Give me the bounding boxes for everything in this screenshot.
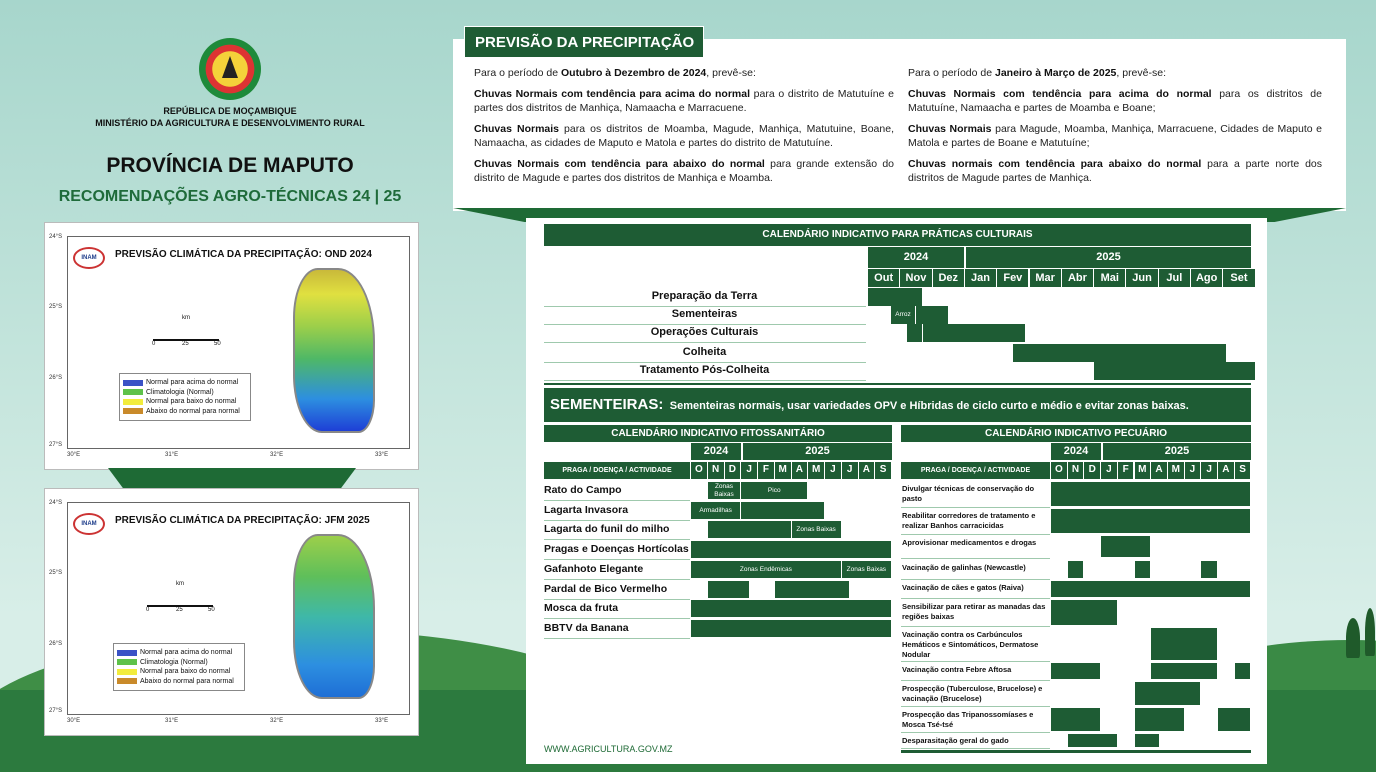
month-cell: Jun — [1126, 269, 1158, 287]
province-title: PROVÍNCIA DE MAPUTO — [106, 154, 354, 177]
tree-icon — [1365, 608, 1375, 656]
legend-swatch — [117, 650, 137, 656]
activity-bar — [1051, 600, 1118, 625]
month-cell: F — [1118, 462, 1135, 479]
legend-label: Abaixo do normal para normal — [146, 407, 240, 415]
month-cell: Ago — [1191, 269, 1223, 287]
row-divider — [901, 661, 1050, 662]
row-divider — [544, 579, 690, 580]
legend-label: Normal para baixo do normal — [140, 668, 231, 676]
text: para a parte norte dos distritos de Magude partes de Manhiça. — [908, 158, 1322, 184]
forecast-map-jfm — [44, 488, 419, 736]
activity-bar — [775, 581, 850, 598]
year-label: 2024 — [691, 443, 741, 460]
text: Para o período de — [908, 67, 995, 79]
lat-tick: 24°S — [49, 234, 63, 240]
month-cell: S — [1235, 462, 1252, 479]
row-divider — [544, 539, 690, 540]
row-label: Prospecção (Tuberculose, Brucelose) e vacinação (Brucelose) — [902, 684, 1043, 703]
row-divider — [901, 534, 1050, 535]
row-label: Sensibilizar para retirar as manadas das regiões baixas — [902, 602, 1046, 621]
month-cell: M — [775, 462, 792, 479]
month-cell: D — [1084, 462, 1101, 479]
row-divider — [544, 342, 866, 343]
row-label: Vacinação contra Febre Aftosa — [902, 665, 1012, 674]
row-divider — [901, 732, 1050, 733]
lon-tick: 30°E — [67, 452, 81, 458]
month-cell: Jul — [1159, 269, 1191, 287]
activity-bar: Zonas Baixas — [708, 482, 742, 499]
legend-swatch — [117, 659, 137, 665]
text: Para o período de — [474, 67, 561, 79]
month-cell: Nov — [900, 269, 932, 287]
month-cell: J — [842, 462, 859, 479]
scale-tick: 0 — [152, 341, 156, 347]
month-cell: Dez — [933, 269, 965, 287]
livestock-calendar-title: CALENDÁRIO INDICATIVO PECUÁRIO — [901, 425, 1251, 442]
row-divider — [544, 520, 690, 521]
lon-tick: 33°E — [375, 718, 389, 724]
activity-bar — [916, 306, 948, 324]
row-divider — [544, 599, 690, 600]
month-cell: Jan — [965, 269, 997, 287]
row-label: Lagarta Invasora — [544, 503, 629, 516]
activity-bar — [1094, 362, 1256, 380]
month-cell: M — [1135, 462, 1152, 479]
row-label: Aprovisionar medicamentos e drogas — [902, 538, 1037, 547]
national-emblem-icon — [199, 38, 261, 100]
year-label: 2025 — [966, 247, 1251, 268]
row-label: Vacinação contra os Carbúnculos Hemáticos e Sintomáticos, Dermatose Nodular — [902, 630, 1039, 659]
activity-bar — [1051, 509, 1251, 533]
activity-bar — [1013, 344, 1226, 362]
text: , prevê-se: — [1116, 67, 1166, 79]
row-label: Gafanhoto Elegante — [544, 562, 644, 575]
sowing-note-text: Sementeiras normais, usar variedades OPV e Híbridas de ciclo curto e médio e evitar zonas baixas. — [669, 400, 1189, 412]
activity-bar — [1218, 708, 1251, 731]
month-cell: J — [1101, 462, 1118, 479]
sowing-note — [544, 388, 1251, 422]
year-label: 2024 — [868, 247, 964, 268]
phyto-calendar-title: CALENDÁRIO INDICATIVO FITOSSANITÁRIO — [544, 425, 892, 442]
activity-bar — [741, 502, 825, 519]
month-cell: Set — [1223, 269, 1255, 287]
activity-bar — [1151, 663, 1218, 679]
row-label: Vacinação de cães e gatos (Raiva) — [902, 583, 1024, 592]
activity-bar — [1135, 708, 1185, 731]
activity-bar: Zonas Endêmicas — [691, 561, 842, 578]
inam-logo: INAM — [73, 247, 105, 269]
scale-unit: km — [176, 581, 184, 587]
row-divider — [901, 598, 1050, 599]
activity-bar — [1235, 663, 1252, 679]
legend-label: Climatologia (Normal) — [146, 388, 214, 396]
legend-swatch — [117, 678, 137, 684]
month-cell: Fev — [997, 269, 1029, 287]
activity-bar — [1051, 482, 1251, 506]
forecast-title: PREVISÃO DA PRECIPITAÇÃO — [464, 26, 704, 58]
sowing-note-title: SEMENTEIRAS: — [550, 396, 664, 413]
month-cell: J — [1201, 462, 1218, 479]
month-cell: S — [875, 462, 892, 479]
activity-bar: Zonas Baixas — [792, 521, 842, 538]
scale-tick: 25 — [182, 341, 189, 347]
activity-bar — [1201, 561, 1218, 578]
header — [40, 38, 420, 206]
row-divider — [901, 680, 1050, 681]
row-label: Mosca da fruta — [544, 602, 619, 615]
lon-tick: 30°E — [67, 718, 81, 724]
country-name: REPÚBLICA DE MOÇAMBIQUE — [163, 106, 297, 116]
row-divider — [544, 559, 690, 560]
website-link[interactable]: WWW.AGRICULTURA.GOV.MZ — [544, 744, 673, 754]
map-title: PREVISÃO CLIMÁTICA DA PRECIPITAÇÃO: OND 2024 — [115, 249, 372, 260]
activity-bar — [708, 581, 750, 598]
lat-tick: 27°S — [49, 708, 63, 714]
text: para o distrito de Matutuíne e partes dos distritos de Manhiça, Namaacha e Marracuene. — [474, 88, 894, 114]
scale-tick: 50 — [214, 341, 221, 347]
row-label: Colheita — [682, 346, 727, 358]
activity-bar: Zonas Baixas — [842, 561, 892, 578]
month-cell: J — [1185, 462, 1202, 479]
row-label: Sementeiras — [671, 308, 738, 320]
legend-label: Climatologia (Normal) — [140, 658, 208, 666]
activity-bar — [1051, 581, 1251, 597]
period: Outubro à Dezembro de 2024 — [560, 67, 707, 79]
year-label: 2025 — [743, 443, 892, 460]
lon-tick: 31°E — [165, 718, 179, 724]
province-map — [293, 268, 375, 433]
legend-swatch — [123, 380, 143, 386]
forecast-map-ond — [44, 222, 419, 470]
lon-tick: 33°E — [375, 452, 389, 458]
row-label: Vacinação de galinhas (Newcastle) — [902, 563, 1026, 572]
scale-tick: 0 — [146, 607, 150, 613]
year-label: 2024 — [1051, 443, 1101, 460]
activity-bar: Arroz — [891, 306, 917, 324]
row-divider — [544, 618, 690, 619]
forecast-column-ond — [474, 66, 894, 192]
phyto-header-label: PRAGA / DOENÇA / ACTIVIDADE — [544, 462, 690, 479]
row-label: Lagarta do funil do milho — [544, 523, 670, 536]
text: para os distritos de Matutuíne, Namaacha e partes de Moamba e Boane; — [908, 88, 1322, 114]
tree-icon — [1346, 618, 1360, 658]
month-cell: N — [708, 462, 725, 479]
activity-bar: Pico — [741, 482, 808, 499]
row-label: Desparasitação geral do gado — [902, 736, 1009, 745]
ministry-name: MINISTÉRIO DA AGRICULTURA E DESENVOLVIMENTO RURAL — [95, 118, 365, 128]
forecast-category: Chuvas Normais — [908, 123, 992, 135]
map-legend — [119, 373, 251, 421]
forecast-category: Chuvas Normais com tendência para acima do normal — [908, 88, 1212, 100]
row-divider — [901, 706, 1050, 707]
lat-tick: 27°S — [49, 442, 63, 448]
row-label: BBTV da Banana — [544, 621, 629, 634]
activity-bar — [1135, 682, 1202, 705]
activity-bar — [691, 620, 892, 637]
activity-bar — [923, 324, 1026, 342]
activity-bar — [708, 521, 792, 538]
map-connector — [108, 468, 356, 488]
divider — [544, 383, 1251, 385]
legend-label: Normal para acima do normal — [140, 649, 233, 657]
activity-bar — [1051, 663, 1101, 679]
row-divider — [901, 748, 1050, 749]
month-cell: Out — [868, 269, 900, 287]
text: para Magude, Moamba, Manhiça, Marracuene, Cidades de Maputo e Matola e partes de Boane e Matutuíne; — [908, 123, 1322, 149]
map-title: PREVISÃO CLIMÁTICA DA PRECIPITAÇÃO: JFM 2025 — [115, 515, 370, 526]
activity-bar — [691, 541, 892, 558]
legend-swatch — [117, 669, 137, 675]
row-divider — [544, 306, 866, 307]
activity-bar: Armadilhas — [691, 502, 741, 519]
scale-tick: 50 — [208, 607, 215, 613]
month-cell: M — [1168, 462, 1185, 479]
livestock-header-label: PRAGA / DOENÇA / ACTIVIDADE — [901, 462, 1050, 479]
row-divider — [544, 638, 690, 639]
row-label: Tratamento Pós-Colheita — [639, 364, 770, 376]
row-divider — [901, 579, 1050, 580]
month-cell: A — [1218, 462, 1235, 479]
activity-bar — [868, 288, 923, 306]
month-cell: D — [725, 462, 742, 479]
row-divider — [901, 507, 1050, 508]
month-cell: A — [1151, 462, 1168, 479]
divider — [901, 750, 1251, 753]
lat-tick: 24°S — [49, 500, 63, 506]
text: para os distritos de Moamba, Magude, Manhiça, Matutuine, Boane, Namaacha, as cidades de Maputo e Matola e partes do distrito de Matutuíne. — [474, 123, 894, 149]
map-scale — [153, 327, 219, 341]
scale-unit: km — [182, 315, 190, 321]
lon-tick: 31°E — [165, 452, 179, 458]
row-label: Pardal de Bico Vermelho — [544, 582, 668, 595]
activity-bar — [1135, 734, 1160, 747]
row-label: Preparação da Terra — [651, 290, 758, 302]
forecast-category: Chuvas Normais — [474, 123, 559, 135]
legend-swatch — [123, 399, 143, 405]
cultural-calendar-title: CALENDÁRIO INDICATIVO PARA PRÁTICAS CULTURAIS — [544, 224, 1251, 246]
month-cell: Mar — [1030, 269, 1062, 287]
lat-tick: 25°S — [49, 570, 63, 576]
period: Janeiro à Março de 2025 — [994, 67, 1117, 79]
activity-bar — [691, 600, 892, 617]
text: , prevê-se: — [706, 67, 756, 79]
row-divider — [544, 324, 866, 325]
forecast-category: Chuvas normais com tendência para abaixo do normal — [908, 158, 1202, 170]
legend-label: Abaixo do normal para normal — [140, 677, 234, 685]
legend-swatch — [123, 389, 143, 395]
month-cell: F — [758, 462, 775, 479]
lat-tick: 25°S — [49, 304, 63, 310]
row-label: Divulgar técnicas de conservação do pasto — [902, 484, 1035, 503]
legend-label: Normal para acima do normal — [146, 379, 239, 387]
legend-label: Normal para baixo do normal — [146, 398, 237, 406]
row-divider — [544, 500, 690, 501]
activity-bar — [1068, 734, 1118, 747]
month-cell: O — [1051, 462, 1068, 479]
lat-tick: 26°S — [49, 375, 63, 381]
legend-swatch — [123, 408, 143, 414]
activity-bar — [1151, 628, 1218, 660]
month-cell: M — [808, 462, 825, 479]
row-label: Operações Culturais — [650, 326, 759, 338]
forecast-category: Chuvas Normais com tendência para acima do normal — [474, 88, 750, 100]
month-cell: Abr — [1062, 269, 1094, 287]
month-cell: A — [859, 462, 876, 479]
month-cell: N — [1068, 462, 1085, 479]
text: para grande extensão do distrito de Magude e partes dos distritos de Manhiça e Moamba. — [474, 158, 894, 184]
lon-tick: 32°E — [270, 452, 284, 458]
month-cell: O — [691, 462, 708, 479]
row-divider — [544, 362, 866, 363]
lon-tick: 32°E — [270, 718, 284, 724]
forecast-category: Chuvas Normais com tendência para abaixo do normal — [474, 158, 765, 170]
row-label: Reabilitar corredores de tratamento e realizar Banhos carracicidas — [902, 511, 1036, 530]
activity-bar — [1068, 561, 1085, 578]
row-label: Rato do Campo — [544, 484, 622, 496]
month-cell: J — [825, 462, 842, 479]
row-divider — [901, 626, 1050, 627]
year-label: 2025 — [1103, 443, 1251, 460]
row-divider — [901, 558, 1050, 559]
row-label: Prospecção das Tripanossomíases e Mosca Tsé-tsé — [902, 710, 1034, 729]
map-scale — [147, 593, 213, 607]
month-cell: A — [792, 462, 809, 479]
map-legend — [113, 643, 245, 691]
scale-tick: 25 — [176, 607, 183, 613]
activity-bar — [907, 324, 923, 342]
activity-bar — [1135, 561, 1152, 578]
row-divider — [544, 380, 866, 381]
activity-bar — [1051, 708, 1101, 731]
month-cell: Mai — [1094, 269, 1126, 287]
province-map — [293, 534, 375, 699]
row-label: Pragas e Doenças Hortícolas — [544, 543, 689, 556]
activity-bar — [1101, 536, 1151, 557]
month-cell: J — [741, 462, 758, 479]
lat-tick: 26°S — [49, 641, 63, 647]
recommendations-title: RECOMENDAÇÕES AGRO-TÉCNICAS 24 | 25 — [58, 188, 402, 205]
inam-logo: INAM — [73, 513, 105, 535]
forecast-column-jfm — [908, 66, 1322, 192]
